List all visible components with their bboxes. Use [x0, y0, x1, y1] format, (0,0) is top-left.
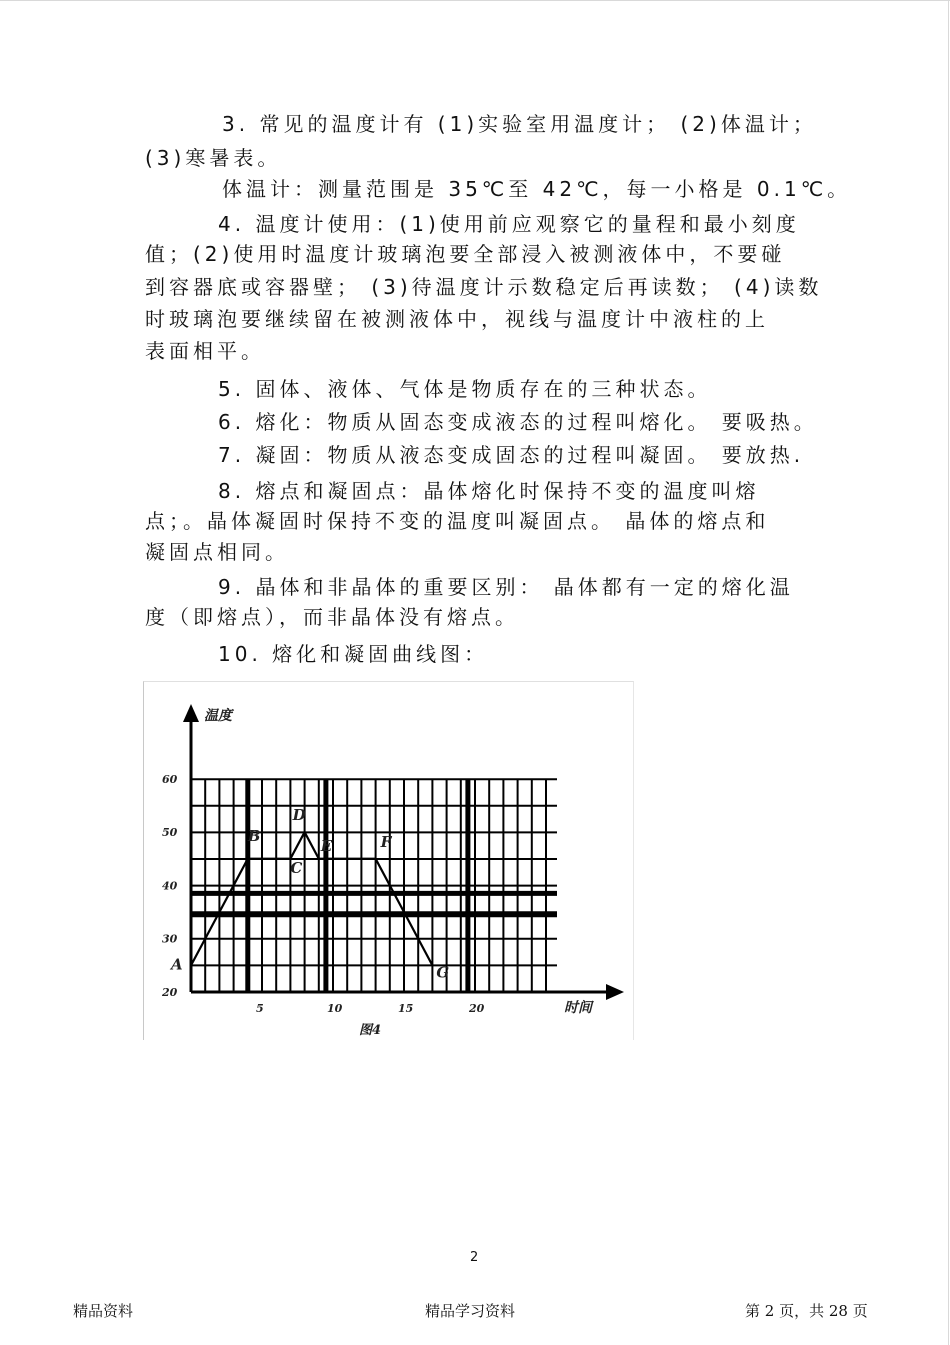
text-line-1: 3. 常见的温度计有 (1)实验室用温度计； (2)体温计；: [222, 112, 817, 136]
text-line-14: 凝固点相同。: [145, 540, 289, 564]
melting-curve: [191, 832, 432, 965]
footer-right: 第 2 页，共 28 页: [745, 1302, 868, 1320]
point-label-D: D: [292, 806, 306, 825]
text-line-17: 10. 熔化和凝固曲线图：: [218, 642, 489, 666]
text-line-3: 体温计：测量范围是 35℃至 42℃，每一小格是 0.1℃。: [222, 177, 852, 201]
text-line-7: 时玻璃泡要继续留在被测液体中，视线与温度计中液柱的上: [145, 307, 769, 331]
y-tick-label: 30: [162, 932, 178, 946]
y-tick-label: 50: [162, 826, 178, 840]
footer-center: 精品学习资料: [425, 1302, 516, 1320]
y-tick-label: 60: [162, 772, 178, 786]
point-label-A: A: [171, 955, 183, 974]
chart-svg: [144, 682, 633, 1040]
x-tick-label: 5: [256, 1002, 264, 1015]
melting-solidification-chart: [143, 681, 634, 1040]
x-tick-label: 10: [327, 1002, 343, 1015]
page-border: [0, 0, 950, 1]
text-line-12: 8. 熔点和凝固点：晶体熔化时保持不变的温度叫熔: [218, 479, 760, 503]
text-line-11: 7. 凝固：物质从液态变成固态的过程叫凝固。 要放热.: [218, 443, 805, 467]
point-label-F: F: [380, 832, 392, 851]
text-line-4: 4. 温度计使用：(1)使用前应观察它的量程和最小刻度: [218, 212, 800, 236]
x-tick-label: 20: [469, 1002, 485, 1015]
x-tick-label: 15: [398, 1002, 414, 1015]
text-line-13: 点；。晶体凝固时保持不变的温度叫凝固点。 晶体的熔点和: [145, 509, 770, 533]
text-line-15: 9. 晶体和非晶体的重要区别： 晶体都有一定的熔化温: [218, 575, 794, 599]
y-axis-label: 温度: [204, 708, 232, 724]
y-tick-label: 40: [162, 879, 178, 893]
point-label-C: C: [290, 858, 303, 877]
text-line-5: 值；(2)使用时温度计玻璃泡要全部浸入被测液体中，不要碰: [145, 242, 786, 266]
footer-left: 精品资料: [73, 1302, 134, 1320]
text-line-16: 度（即熔点），而非晶体没有熔点。: [145, 605, 519, 629]
text-line-2: (3)寒暑表。: [145, 146, 282, 170]
x-axis-label: 时间: [564, 1000, 592, 1016]
chart-caption: 图4: [359, 1023, 382, 1038]
text-line-9: 5. 固体、液体、气体是物质存在的三种状态。: [218, 377, 712, 401]
point-label-G: G: [436, 963, 450, 982]
point-label-E: E: [320, 836, 333, 855]
text-line-8: 表面相平。: [145, 339, 265, 363]
x-axis-arrow: [606, 984, 624, 1000]
point-label-B: B: [247, 826, 261, 845]
y-tick-label: 20: [162, 986, 178, 999]
text-line-6: 到容器底或容器壁； (3)待温度计示数稳定后再读数； (4)读数: [145, 275, 823, 299]
page-number: 2: [470, 1250, 479, 1265]
text-line-10: 6. 熔化：物质从固态变成液态的过程叫熔化。 要吸热。: [218, 410, 818, 434]
page-border-right: [948, 0, 949, 1345]
y-axis-arrow: [183, 704, 199, 722]
